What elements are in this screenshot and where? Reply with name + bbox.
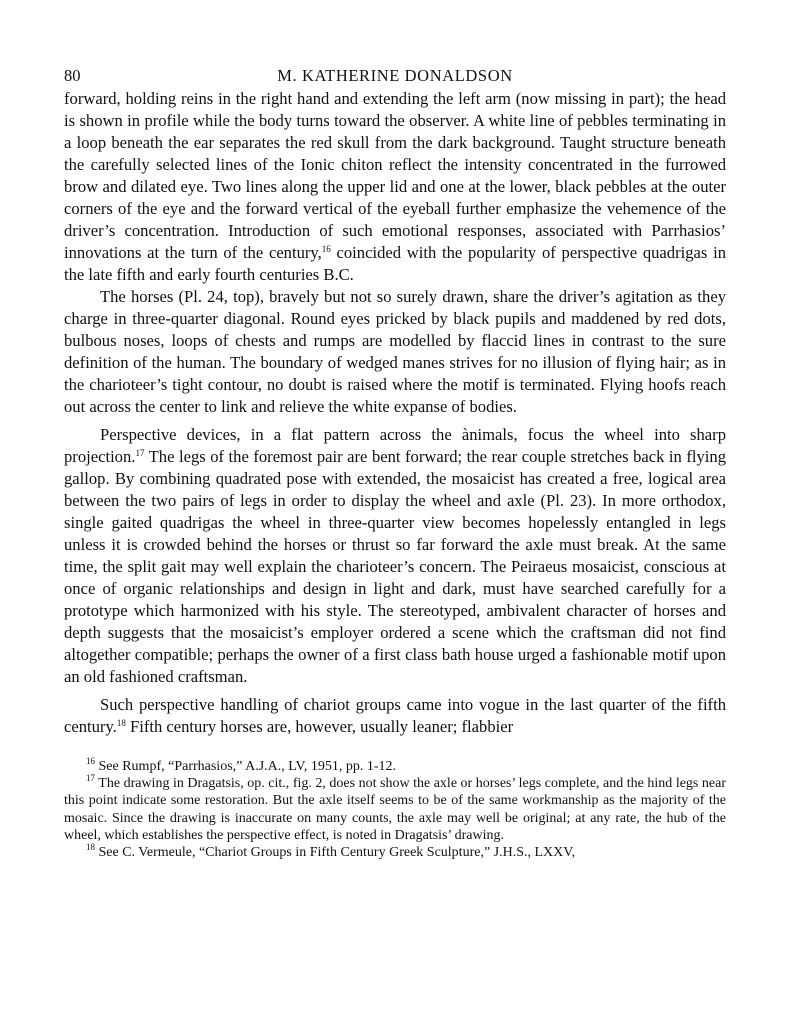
- footnote-reference: 18: [116, 718, 126, 728]
- footnote-text: See Rumpf, “Parrhasios,” A.J.A., LV, 1951, pp. 1-12.: [98, 759, 396, 774]
- paragraph: [64, 88, 726, 286]
- paragraph-text: Fifth century horses are, however, usually leaner; flabbier: [125, 717, 514, 736]
- footnotes: [64, 758, 726, 861]
- body-text: [64, 88, 726, 738]
- footnote-text: See C. Vermeule, “Chariot Groups in Fifth Century Greek Sculpture,” J.H.S., LXXV,: [98, 845, 576, 861]
- paragraph-text: coincided with the popularity of perspective quadrigas in the late fifth and early fourth centuries B.C.: [64, 243, 726, 284]
- footnote-number: 17: [86, 773, 95, 784]
- footnote-number: 18: [86, 842, 95, 853]
- paragraph-text: The horses (Pl. 24, top), bravely but not so surely drawn, share the driver’s agitation as they charge in three-quarter diagonal. Round eyes pricked by black pupils and maddened by red dots, bulbous noses, loops of chests and rumps are modelled by flaccid lines in contrast to the sure definition of the human. The boundary of wedged manes strives for no illusion of flying hair; as in the charioteer’s tight contour, no doubt is raised where the motif is terminated. Flying hoofs reach out across the center to link and relieve the white expanse of bodies.: [64, 287, 726, 416]
- footnote: [64, 775, 726, 844]
- paragraph-text: Perspective devices, in a flat pattern across the ànimals, focus the wheel into sharp projection.: [64, 425, 726, 466]
- paragraph: [64, 286, 726, 418]
- footnote-text: The drawing in Dragatsis, op. cit., fig. 2, does not show the axle or horses’ legs complete, and the hind legs near this point indicate some restoration. But the axle itself seems to be of the same workmanship as the majority of the mosaic. Since the drawing is inaccurate on many counts, the axle may well be original; at any rate, the hub of the wheel, which establishes the perspective effect, is noted in Dragatsis’ drawing.: [64, 776, 726, 843]
- footnote: [64, 844, 726, 861]
- footnote-reference: 17: [135, 448, 145, 458]
- running-head: M. KATHERINE DONALDSON: [277, 66, 513, 85]
- paragraph: [64, 424, 726, 688]
- paragraph-text: Such perspective handling of chariot groups came into vogue in the last quarter of the fifth century.: [64, 695, 726, 736]
- page-header: [64, 58, 726, 88]
- paragraph: [64, 694, 726, 738]
- paragraph-text: The legs of the foremost pair are bent forward; the rear couple stretches back in flying gallop. By combining quadrated pose with extended, the mosaicist has created a free, logical area between the two pairs of legs in order to display the wheel and axle (Pl. 23). In more orthodox, single gaited quadrigas the wheel in three-quarter view becomes hopelessly entangled in legs unless it is crowded behind the horses or thrust so far forward the axle must break. At the same time, the split gait may well explain the charioteer’s concern. The Peiraeus mosaicist, conscious at once of organic relationships and design in light and dark, must have searched carefully for a prototype which harmonized with his style. The stereotyped, ambivalent character of horses and depth suggests that the mosaicist’s employer ordered a scene which the craftsman did not find altogether compatible; perhaps the owner of a first class bath house urged a fashionable motif upon an old fashioned craftsman.: [64, 447, 726, 686]
- page: [64, 58, 726, 861]
- footnote-reference: 16: [321, 244, 331, 254]
- page-number: 80: [64, 66, 81, 85]
- paragraph-text: forward, holding reins in the right hand and extending the left arm (now missing in part); the head is shown in profile while the body turns toward the observer. A white line of pebbles terminating in a loop beneath the ear separates the red skull from the dark background. Taught structure beneath the carefully selected lines of the Ionic chiton reflect the intensity concentrated in the furrowed brow and dilated eye. Two lines along the upper lid and one at the lower, black pebbles at the outer corners of the eye and the forward vertical of the eyeball further emphasize the vehemence of the driver’s concentration. Introduction of such emotional responses, associated with Parrhasios’ innovations at the turn of the century,: [64, 89, 726, 262]
- footnote-number: 16: [86, 756, 95, 766]
- footnote: [64, 758, 726, 775]
